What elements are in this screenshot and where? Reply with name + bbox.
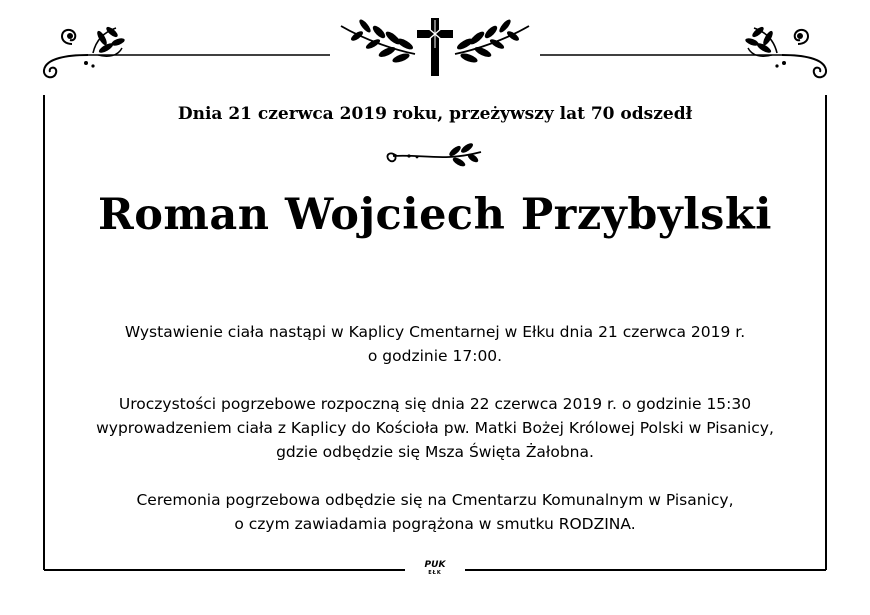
text-line: Wystawienie ciała nastąpi w Kaplicy Cmentarnej w Ełku dnia 21 czerwca 2019 r. — [124, 323, 746, 341]
cross-with-olive-branches-icon — [335, 14, 535, 78]
logo-text: PUK — [424, 560, 446, 570]
text-line: gdzie odbędzie się Msza Święta Żałobna. — [276, 443, 594, 461]
text-line: o godzinie 17:00. — [367, 347, 503, 365]
ceremony-paragraph — [60, 488, 810, 536]
floral-flourish-icon — [732, 18, 832, 88]
olive-sprig-divider-icon — [383, 142, 487, 168]
floral-flourish-icon — [38, 18, 138, 88]
funeral-paragraph — [60, 392, 810, 464]
text-line: Uroczystości pogrzebowe rozpoczną się dnia 22 czerwca 2019 r. o godzinie 15:30 — [118, 395, 752, 413]
puk-logo — [410, 560, 460, 576]
text-line: o czym zawiadamia pogrążona w smutku RODZINA. — [234, 515, 636, 533]
text-line: Ceremonia pogrzebowa odbędzie się na Cmentarzu Komunalnym w Pisanicy, — [136, 491, 734, 509]
logo-subtext: EŁK — [428, 570, 442, 576]
deceased-name: Roman Wojciech Przybylski — [98, 190, 772, 240]
intro-line: Dnia 21 czerwca 2019 roku, przeżywszy lat 70 odszedł — [177, 104, 693, 124]
viewing-paragraph — [60, 320, 810, 368]
text-line: wyprowadzeniem ciała z Kaplicy do Kościoła pw. Matki Bożej Królowej Polski w Pisanicy, — [96, 419, 774, 437]
